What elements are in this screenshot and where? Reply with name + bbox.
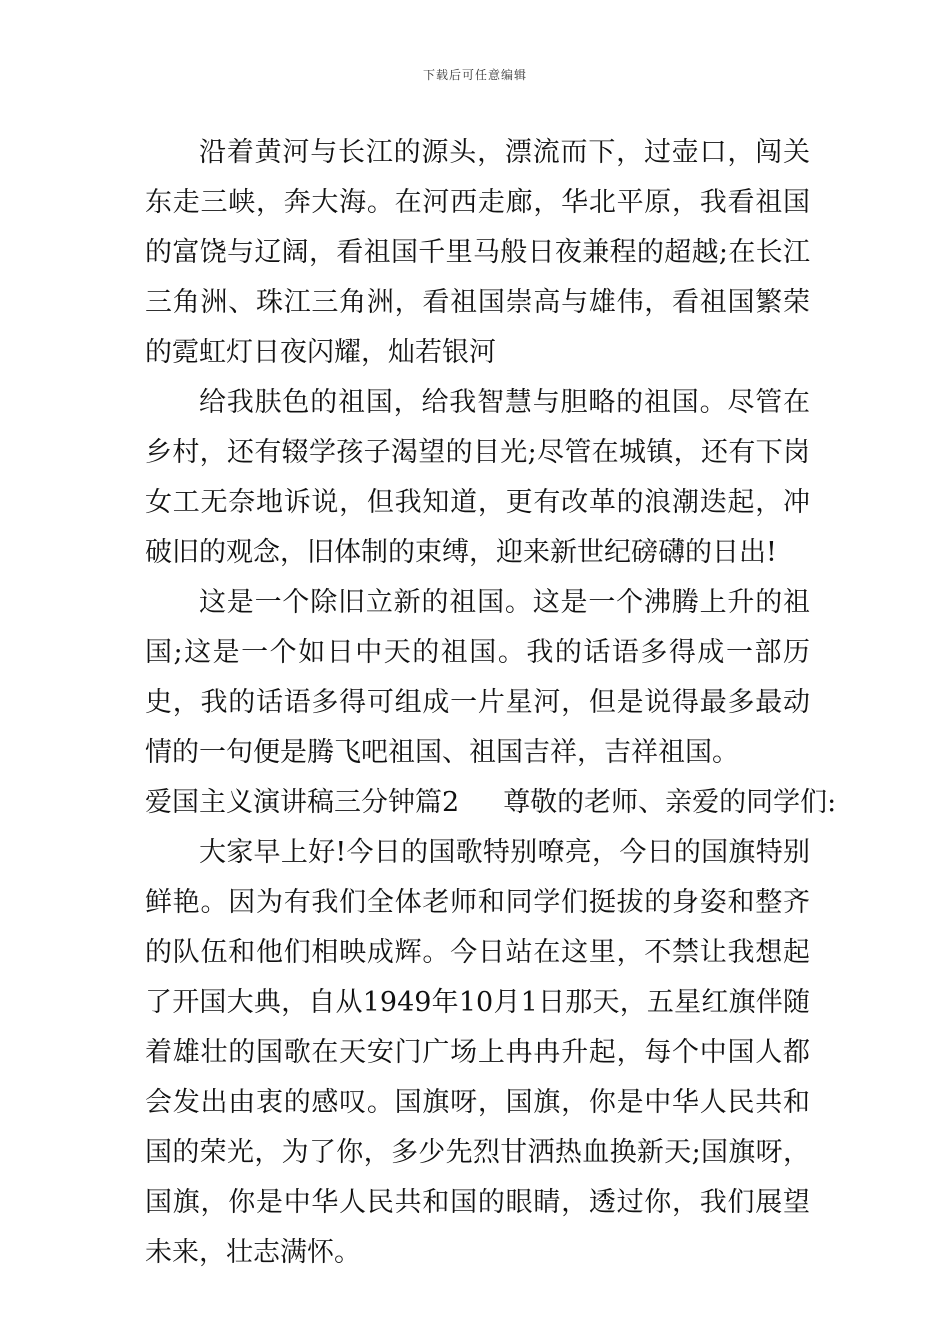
paragraph-2: 给我肤色的祖国，给我智慧与胆略的祖国。尽管在乡村，还有辍学孩子渴望的目光;尽管在城镇，还有下岗女工无奈地诉说，但我知道，更有改革的浪潮迭起，冲破旧的观念，旧体制的束缚，迎来新世纪磅礴的日出! [145,387,810,568]
section-heading-line [145,778,837,828]
document-body [145,128,837,1278]
paragraph-3: 这是一个除旧立新的祖国。这是一个沸腾上升的祖国;这是一个如日中天的祖国。我的话语多得成一部历史，我的话语多得可组成一片星河，但是说得最多最动情的一句便是腾飞吧祖国、祖国吉祥，吉祥祖国。 [145,587,810,768]
greeting: 尊敬的老师、亲爱的同学们: [503,787,837,818]
section-title: 爱国主义演讲稿三分钟篇2 [145,787,460,818]
page-header-note: 下载后可任意编辑 [422,68,527,82]
paragraph-1: 沿着黄河与长江的源头，漂流而下，过壶口，闯关东走三峡，奔大海。在河西走廊，华北平原，我看祖国的富饶与辽阔，看祖国千里马般日夜兼程的超越;在长江三角洲、珠江三角洲，看祖国崇高与雄伟，看祖国繁荣的霓虹灯日夜闪耀，灿若银河 [145,137,810,368]
paragraph-4: 大家早上好!今日的国歌特别嘹亮，今日的国旗特别鲜艳。因为有我们全体老师和同学们挺拔的身姿和整齐的队伍和他们相映成辉。今日站在这里，不禁让我想起了开国大典，自从1949年10月1日那天，五星红旗伴随着雄壮的国歌在天安门广场上冉冉升起，每个中国人都会发出由衷的感叹。国旗呀，国旗，你是中华人民共和国的荣光，为了你，多少先烈甘洒热血换新天;国旗呀，国旗，你是中华人民共和国的眼睛，透过你，我们展望未来，壮志满怀。 [145,837,810,1268]
